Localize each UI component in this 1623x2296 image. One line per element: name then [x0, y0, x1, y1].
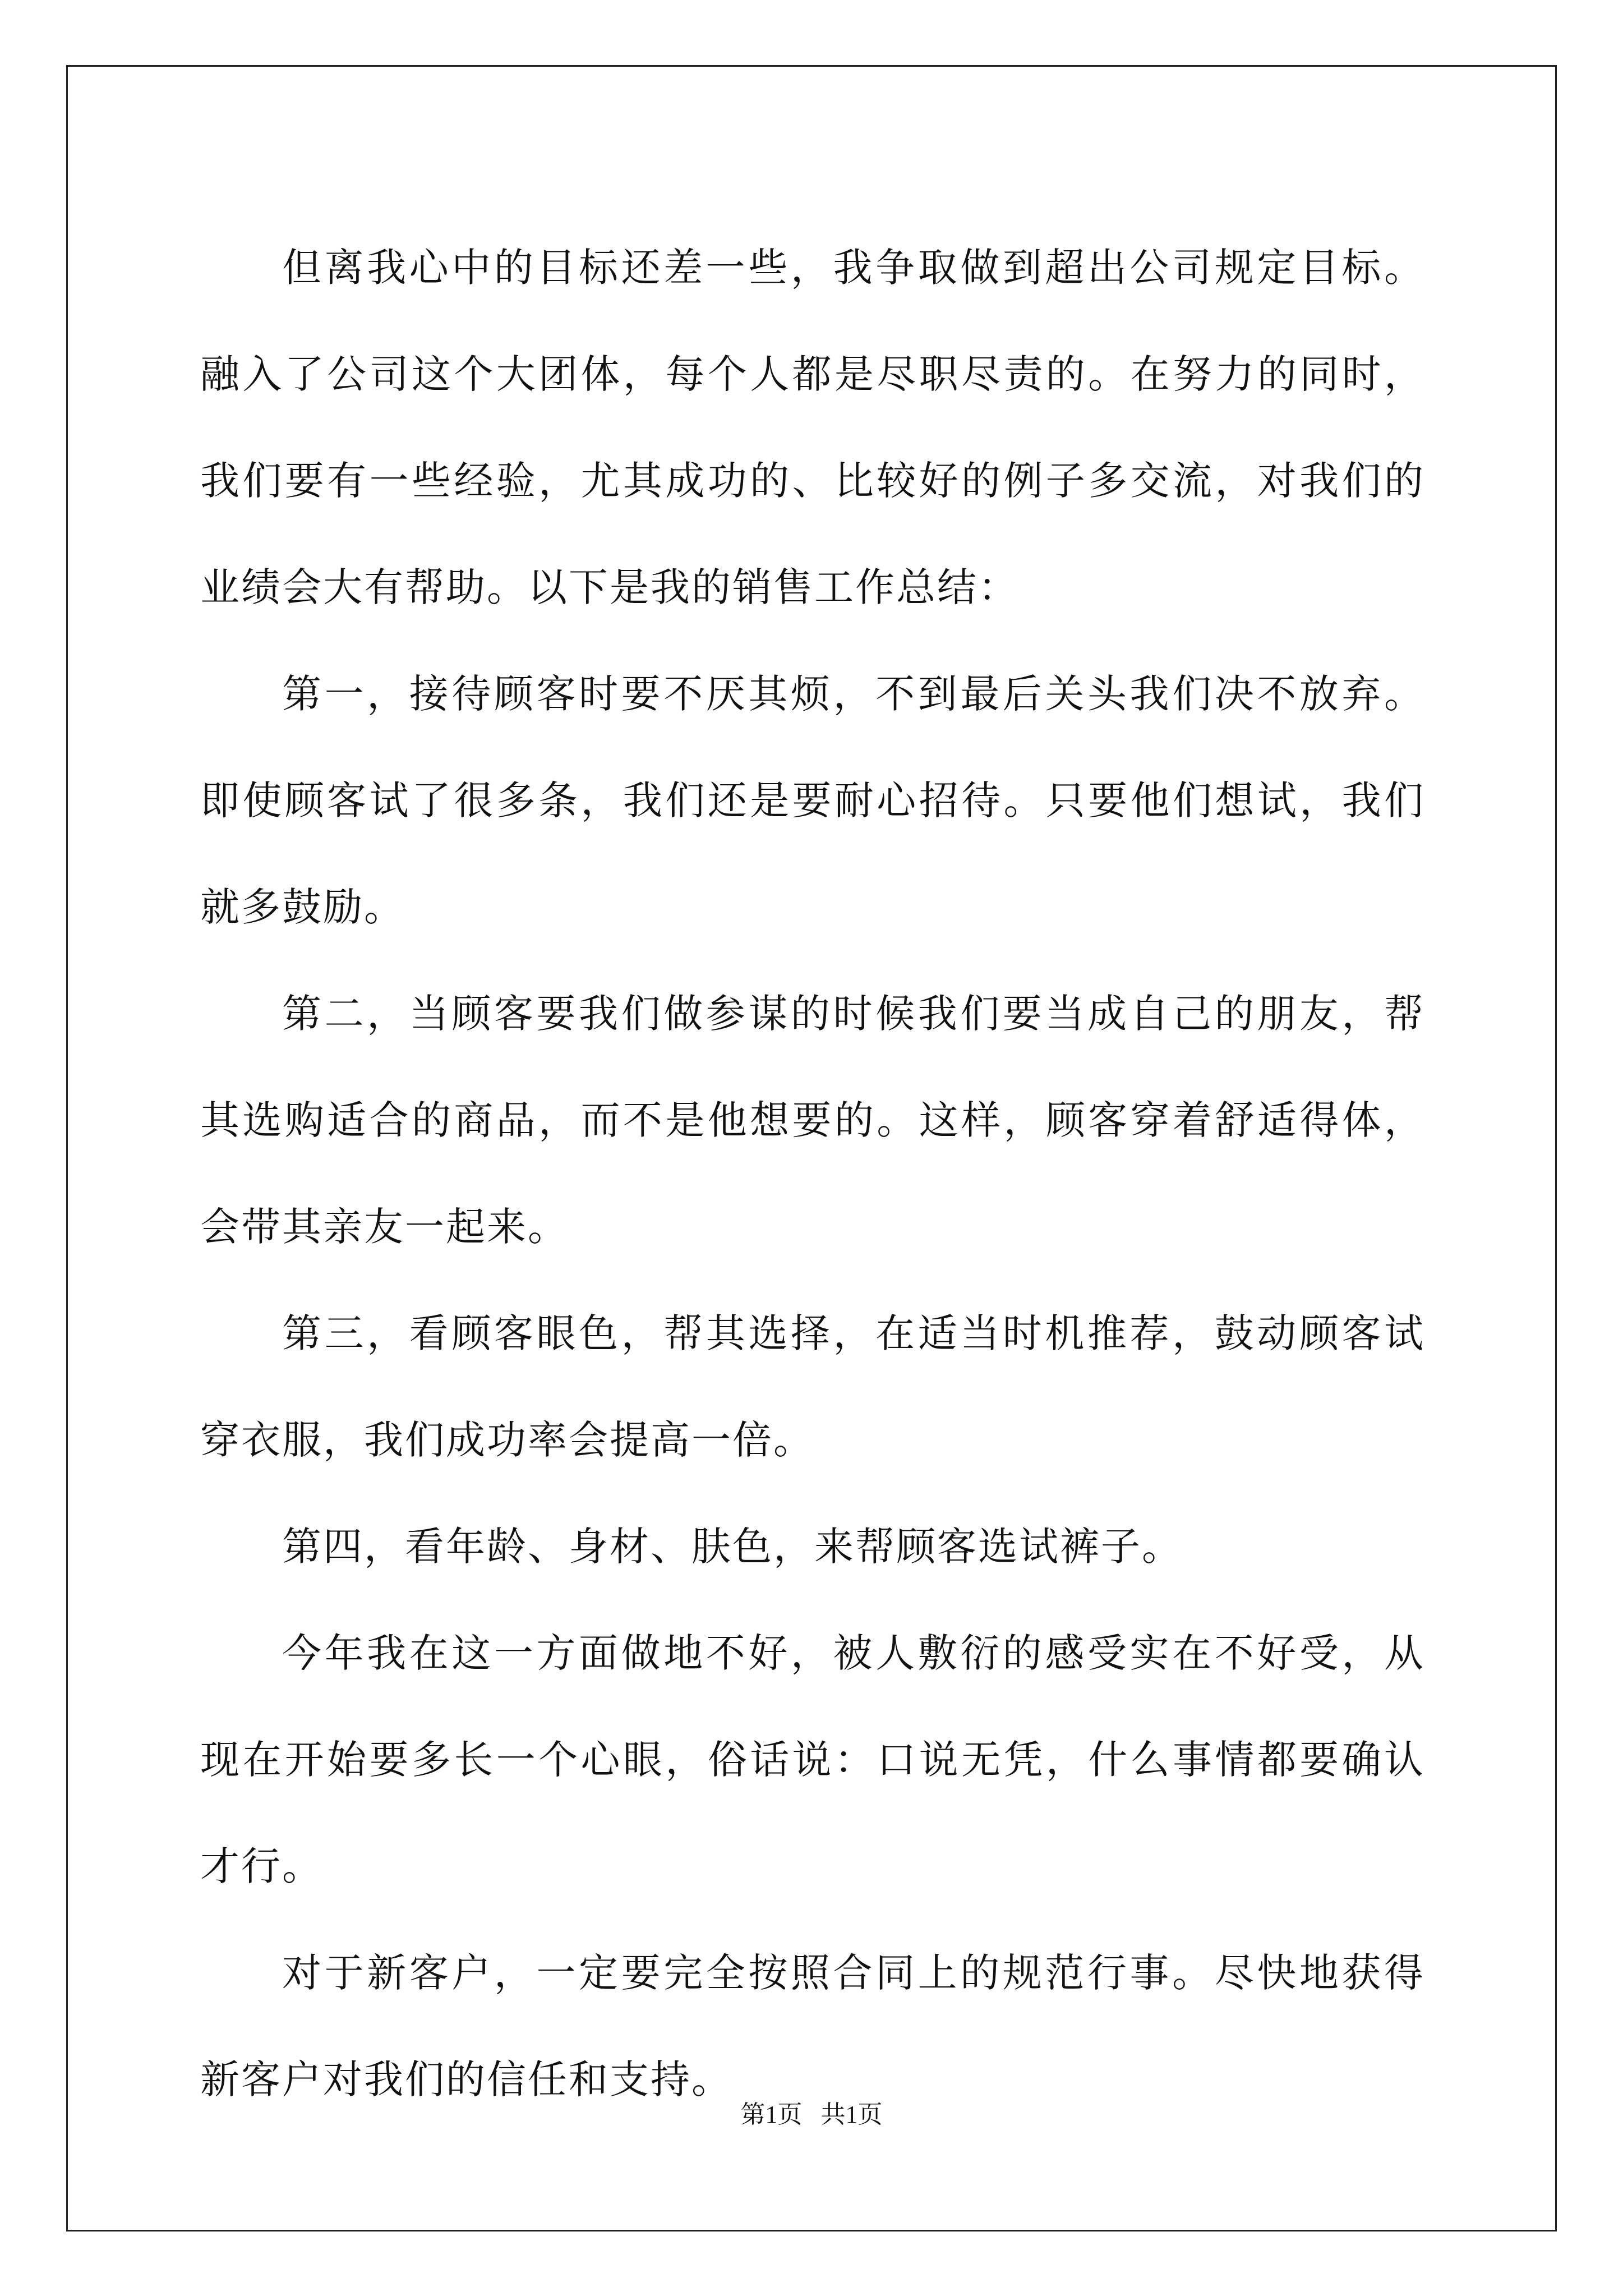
document-body: [200, 214, 1425, 2133]
paragraph: 第四，看年龄、身材、肤色，来帮顾客选试裤子。: [282, 1524, 1183, 1570]
paragraph: 第三，看顾客眼色，帮其选择，在适当时机推荐，鼓动顾客试穿衣服，我们成功率会提高一倍。: [200, 1310, 1425, 1463]
paragraph: 第一，接待顾客时要不厌其烦，不到最后关头我们决不放弃。即使顾客试了很多条，我们还是要耐心招待。只要他们想试，我们就多鼓励。: [200, 671, 1425, 930]
page-number-footer: 第1页 共1页: [740, 2101, 883, 2128]
paragraph: 对于新客户，一定要完全按照合同上的规范行事。尽快地获得新客户对我们的信任和支持。: [200, 1950, 1425, 2102]
paragraph: 第二，当顾客要我们做参谋的时候我们要当成自己的朋友，帮其选购适合的商品，而不是他想要的。这样，顾客穿着舒适得体，会带其亲友一起来。: [200, 991, 1425, 1250]
paragraph: 今年我在这一方面做地不好，被人敷衍的感受实在不好受，从现在开始要多长一个心眼，俗话说：口说无凭，什么事情都要确认才行。: [200, 1630, 1425, 1889]
paragraph: 但离我心中的目标还差一些，我争取做到超出公司规定目标。融入了公司这个大团体，每个人都是尽职尽责的。在努力的同时，我们要有一些经验，尤其成功的、比较好的例子多交流，对我们的业绩会大有帮助。以下是我的销售工作总结：: [200, 245, 1425, 610]
